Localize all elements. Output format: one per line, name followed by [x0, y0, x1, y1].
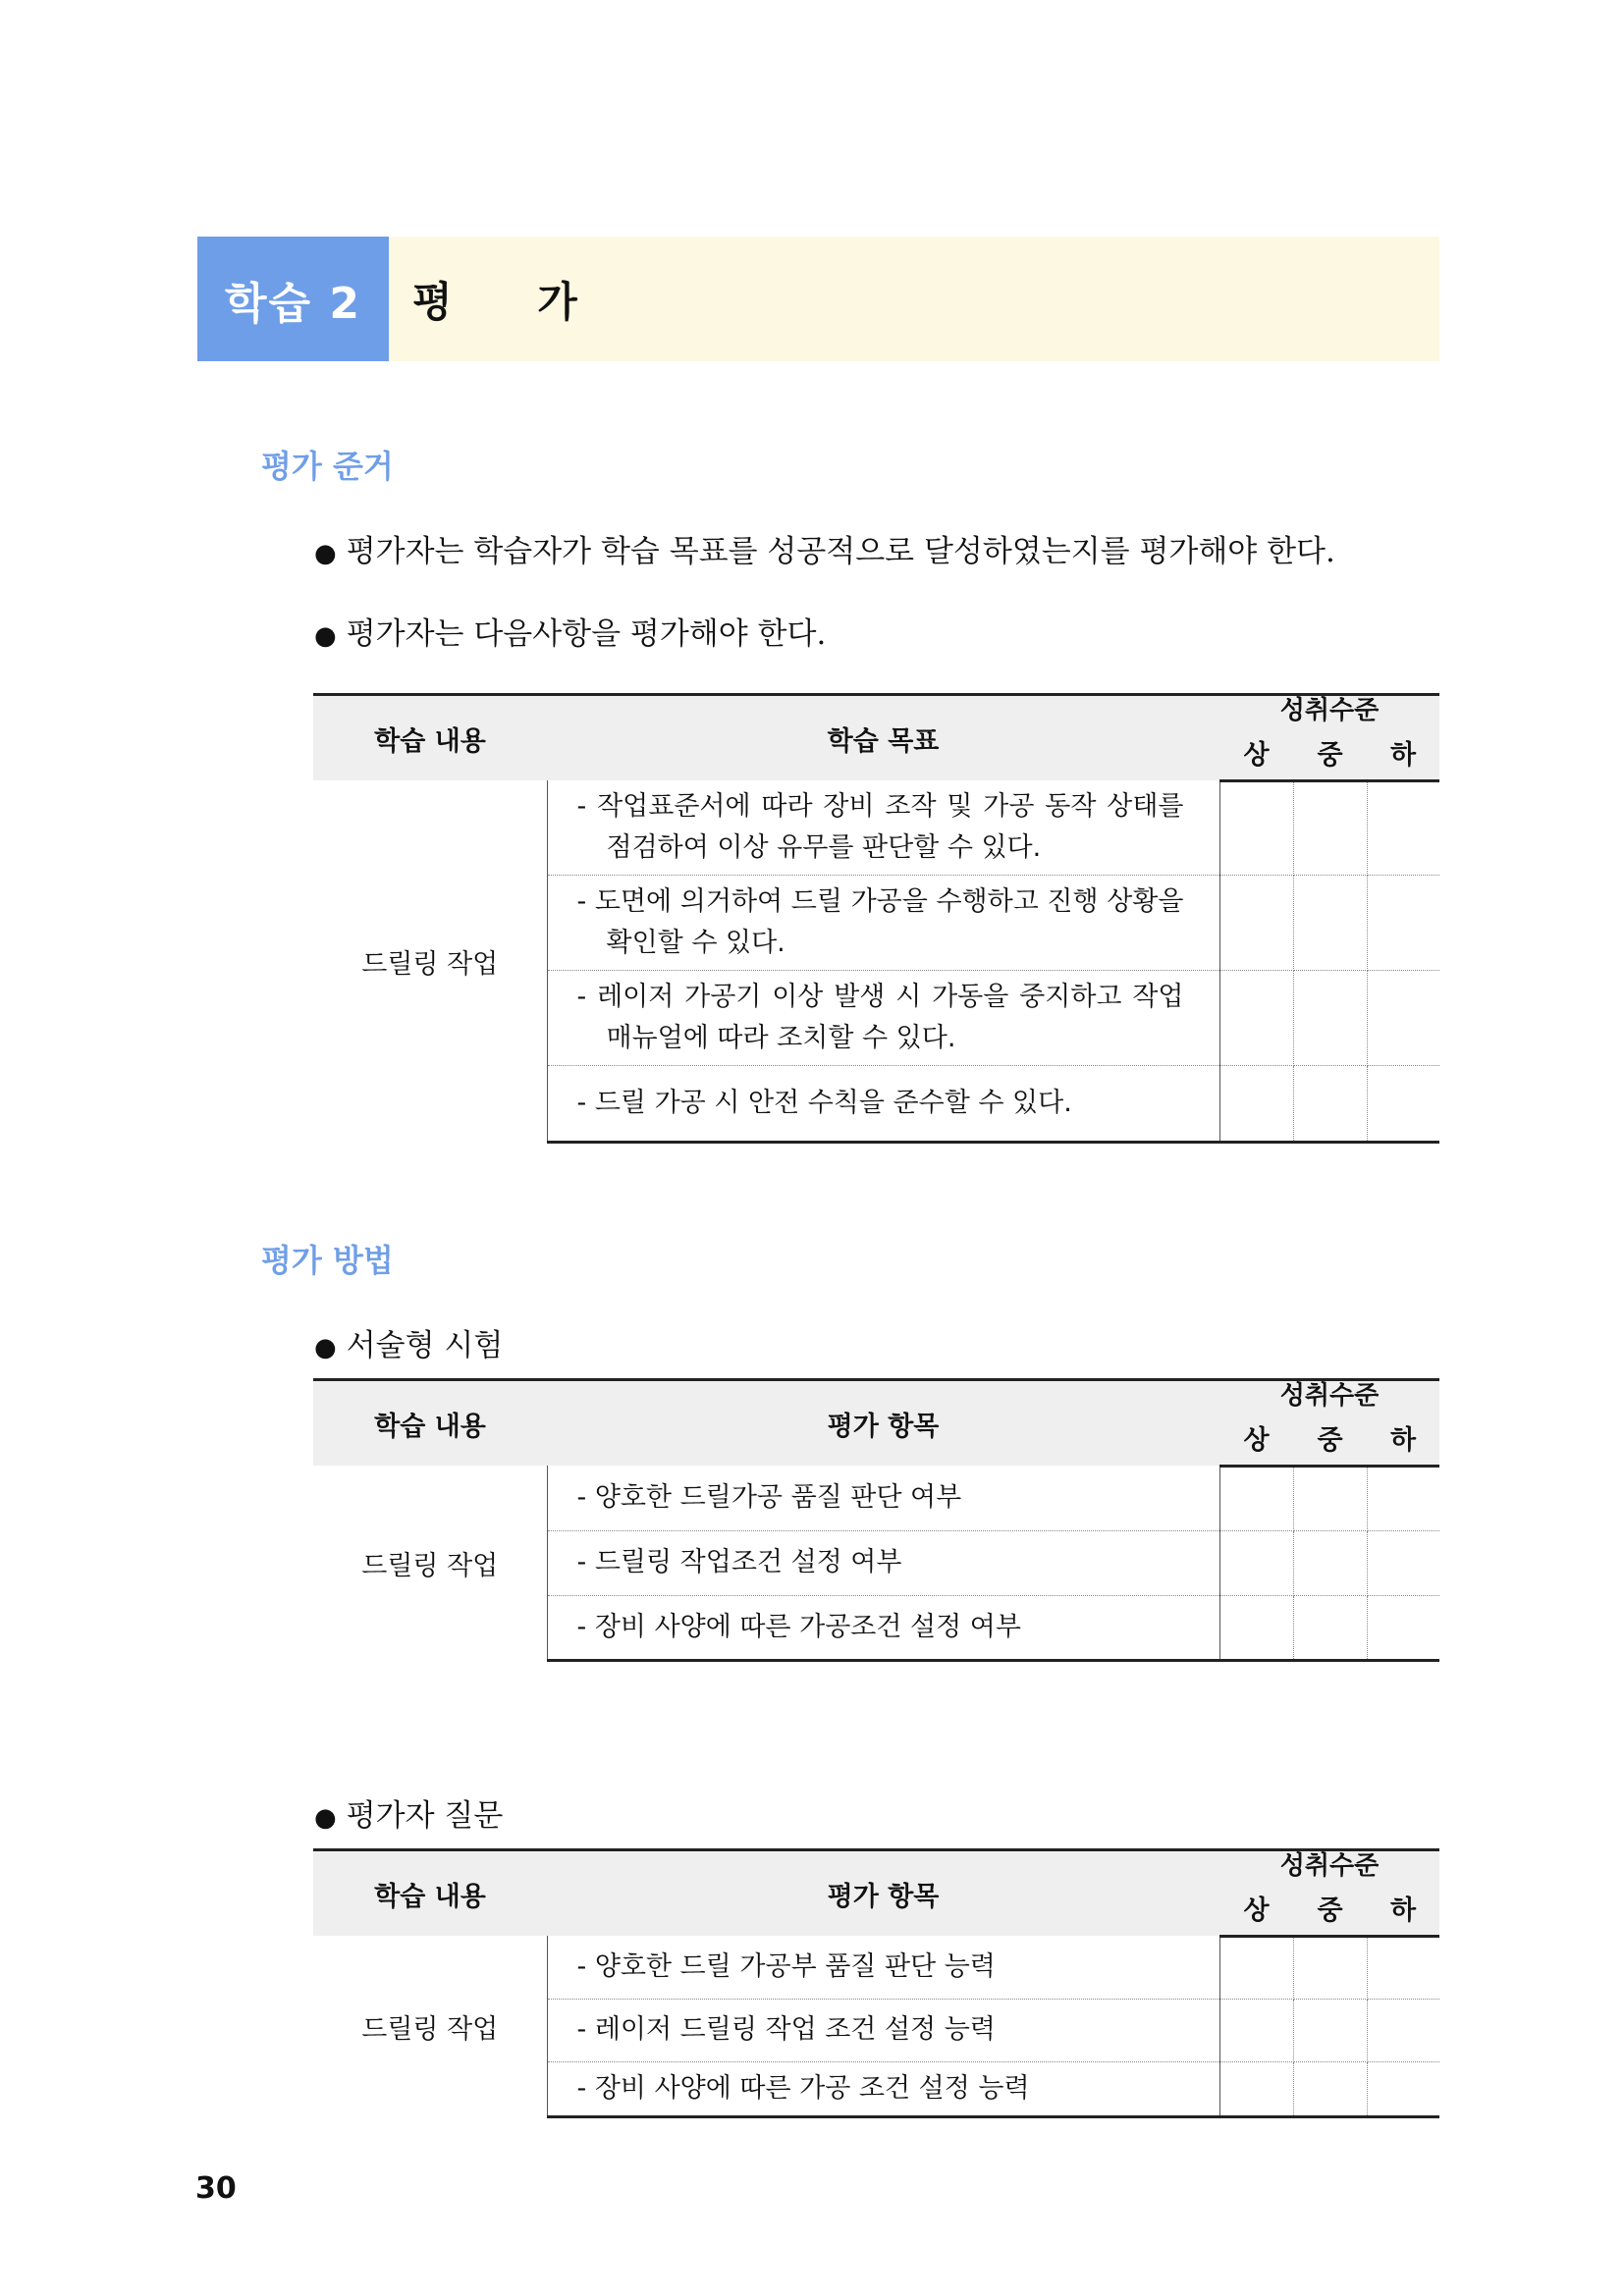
col-header-level-low: 하: [1367, 725, 1439, 780]
level-checkbox-mid[interactable]: [1293, 1466, 1367, 1530]
col-header-item: 평가 항목: [547, 1380, 1219, 1467]
col-header-level-high: 상: [1219, 1411, 1293, 1466]
level-checkbox-low[interactable]: [1367, 1936, 1439, 1999]
level-checkbox-low[interactable]: [1367, 1066, 1439, 1143]
col-header-level-high: 상: [1219, 1881, 1293, 1936]
level-checkbox-mid[interactable]: [1293, 1595, 1367, 1660]
table-row: - 드릴링 작업조건 설정 여부: [547, 1530, 1219, 1595]
col-header-item: 학습 목표: [547, 695, 1219, 781]
table-row: - 양호한 드릴가공 품질 판단 여부: [547, 1466, 1219, 1530]
level-checkbox-low[interactable]: [1367, 971, 1439, 1066]
bullet-dot-icon: ●: [314, 1333, 337, 1362]
level-checkbox-low[interactable]: [1367, 1999, 1439, 2061]
col-header-level-title: 성취수준: [1219, 1380, 1439, 1412]
col-header-content: 학습 내용: [313, 695, 547, 781]
bullet-dot-icon: ●: [314, 621, 337, 651]
level-checkbox-mid[interactable]: [1293, 876, 1367, 971]
level-checkbox-low[interactable]: [1367, 1530, 1439, 1595]
evaluator-question-table: [313, 1848, 1439, 2118]
level-checkbox-high[interactable]: [1219, 1466, 1293, 1530]
col-header-content: 학습 내용: [313, 1850, 547, 1937]
content-cell: 드릴링 작업: [313, 1466, 547, 1660]
level-checkbox-low[interactable]: [1367, 876, 1439, 971]
table-row: - 도면에 의거하여 드릴 가공을 수행하고 진행 상황을 확인할 수 있다.: [547, 876, 1219, 971]
level-checkbox-high[interactable]: [1219, 1066, 1293, 1143]
level-checkbox-mid[interactable]: [1293, 1066, 1367, 1143]
level-checkbox-low[interactable]: [1367, 1466, 1439, 1530]
level-checkbox-high[interactable]: [1219, 1936, 1293, 1999]
written-test-table: [313, 1378, 1439, 1662]
question-bullet-text: 평가자 질문: [346, 1798, 504, 1834]
content-cell: 드릴링 작업: [313, 780, 547, 1143]
table-row: - 장비 사양에 따른 가공조건 설정 여부: [547, 1595, 1219, 1660]
col-header-level-title: 성취수준: [1219, 695, 1439, 726]
table-row: - 레이저 가공기 이상 발생 시 가동을 중지하고 작업 매뉴얼에 따라 조치할 수 있다.: [547, 971, 1219, 1066]
criteria-bullet-2: [314, 609, 826, 653]
criteria-table: [313, 693, 1439, 1144]
content-cell: 드릴링 작업: [313, 1936, 547, 2116]
col-header-level-mid: 중: [1293, 1411, 1367, 1466]
question-bullet: [314, 1790, 503, 1835]
level-checkbox-low[interactable]: [1367, 1595, 1439, 1660]
table-row: - 작업표준서에 따라 장비 조작 및 가공 동작 상태를 점검하여 이상 유무를 판단할 수 있다.: [547, 780, 1219, 876]
section-title: 평 가: [389, 237, 1439, 361]
level-checkbox-high[interactable]: [1219, 971, 1293, 1066]
section-header: [197, 237, 1439, 361]
written-bullet: [314, 1320, 503, 1364]
col-header-level-high: 상: [1219, 725, 1293, 780]
col-header-level-title: 성취수준: [1219, 1850, 1439, 1882]
col-header-item: 평가 항목: [547, 1850, 1219, 1937]
level-checkbox-mid[interactable]: [1293, 1999, 1367, 2061]
table-row: - 레이저 드릴링 작업 조건 설정 능력: [547, 1999, 1219, 2061]
table-row: - 드릴 가공 시 안전 수칙을 준수할 수 있다.: [547, 1066, 1219, 1143]
section-label: 학습 2: [197, 237, 389, 361]
level-checkbox-mid[interactable]: [1293, 2061, 1367, 2116]
level-checkbox-low[interactable]: [1367, 780, 1439, 876]
level-checkbox-high[interactable]: [1219, 780, 1293, 876]
page-number: 30: [195, 2171, 237, 2206]
table-row: - 양호한 드릴 가공부 품질 판단 능력: [547, 1936, 1219, 1999]
criteria-bullet-text-1: 평가자는 학습자가 학습 목표를 성공적으로 달성하였는지를 평가해야 한다.: [346, 534, 1335, 569]
criteria-bullet-text-2: 평가자는 다음사항을 평가해야 한다.: [346, 616, 827, 652]
level-checkbox-mid[interactable]: [1293, 780, 1367, 876]
method-heading: 평가 방법: [261, 1242, 394, 1279]
criteria-heading: 평가 준거: [261, 448, 394, 485]
level-checkbox-high[interactable]: [1219, 1999, 1293, 2061]
level-checkbox-high[interactable]: [1219, 1595, 1293, 1660]
level-checkbox-mid[interactable]: [1293, 971, 1367, 1066]
written-bullet-text: 서술형 시험: [346, 1328, 504, 1363]
col-header-level-low: 하: [1367, 1881, 1439, 1936]
table-row: - 장비 사양에 따른 가공 조건 설정 능력: [547, 2061, 1219, 2116]
bullet-dot-icon: ●: [314, 539, 337, 568]
level-checkbox-high[interactable]: [1219, 2061, 1293, 2116]
level-checkbox-mid[interactable]: [1293, 1936, 1367, 1999]
level-checkbox-low[interactable]: [1367, 2061, 1439, 2116]
level-checkbox-mid[interactable]: [1293, 1530, 1367, 1595]
col-header-level-low: 하: [1367, 1411, 1439, 1466]
col-header-level-mid: 중: [1293, 725, 1367, 780]
criteria-bullet-1: [314, 526, 1335, 570]
col-header-content: 학습 내용: [313, 1380, 547, 1467]
bullet-dot-icon: ●: [314, 1803, 337, 1833]
col-header-level-mid: 중: [1293, 1881, 1367, 1936]
level-checkbox-high[interactable]: [1219, 876, 1293, 971]
level-checkbox-high[interactable]: [1219, 1530, 1293, 1595]
